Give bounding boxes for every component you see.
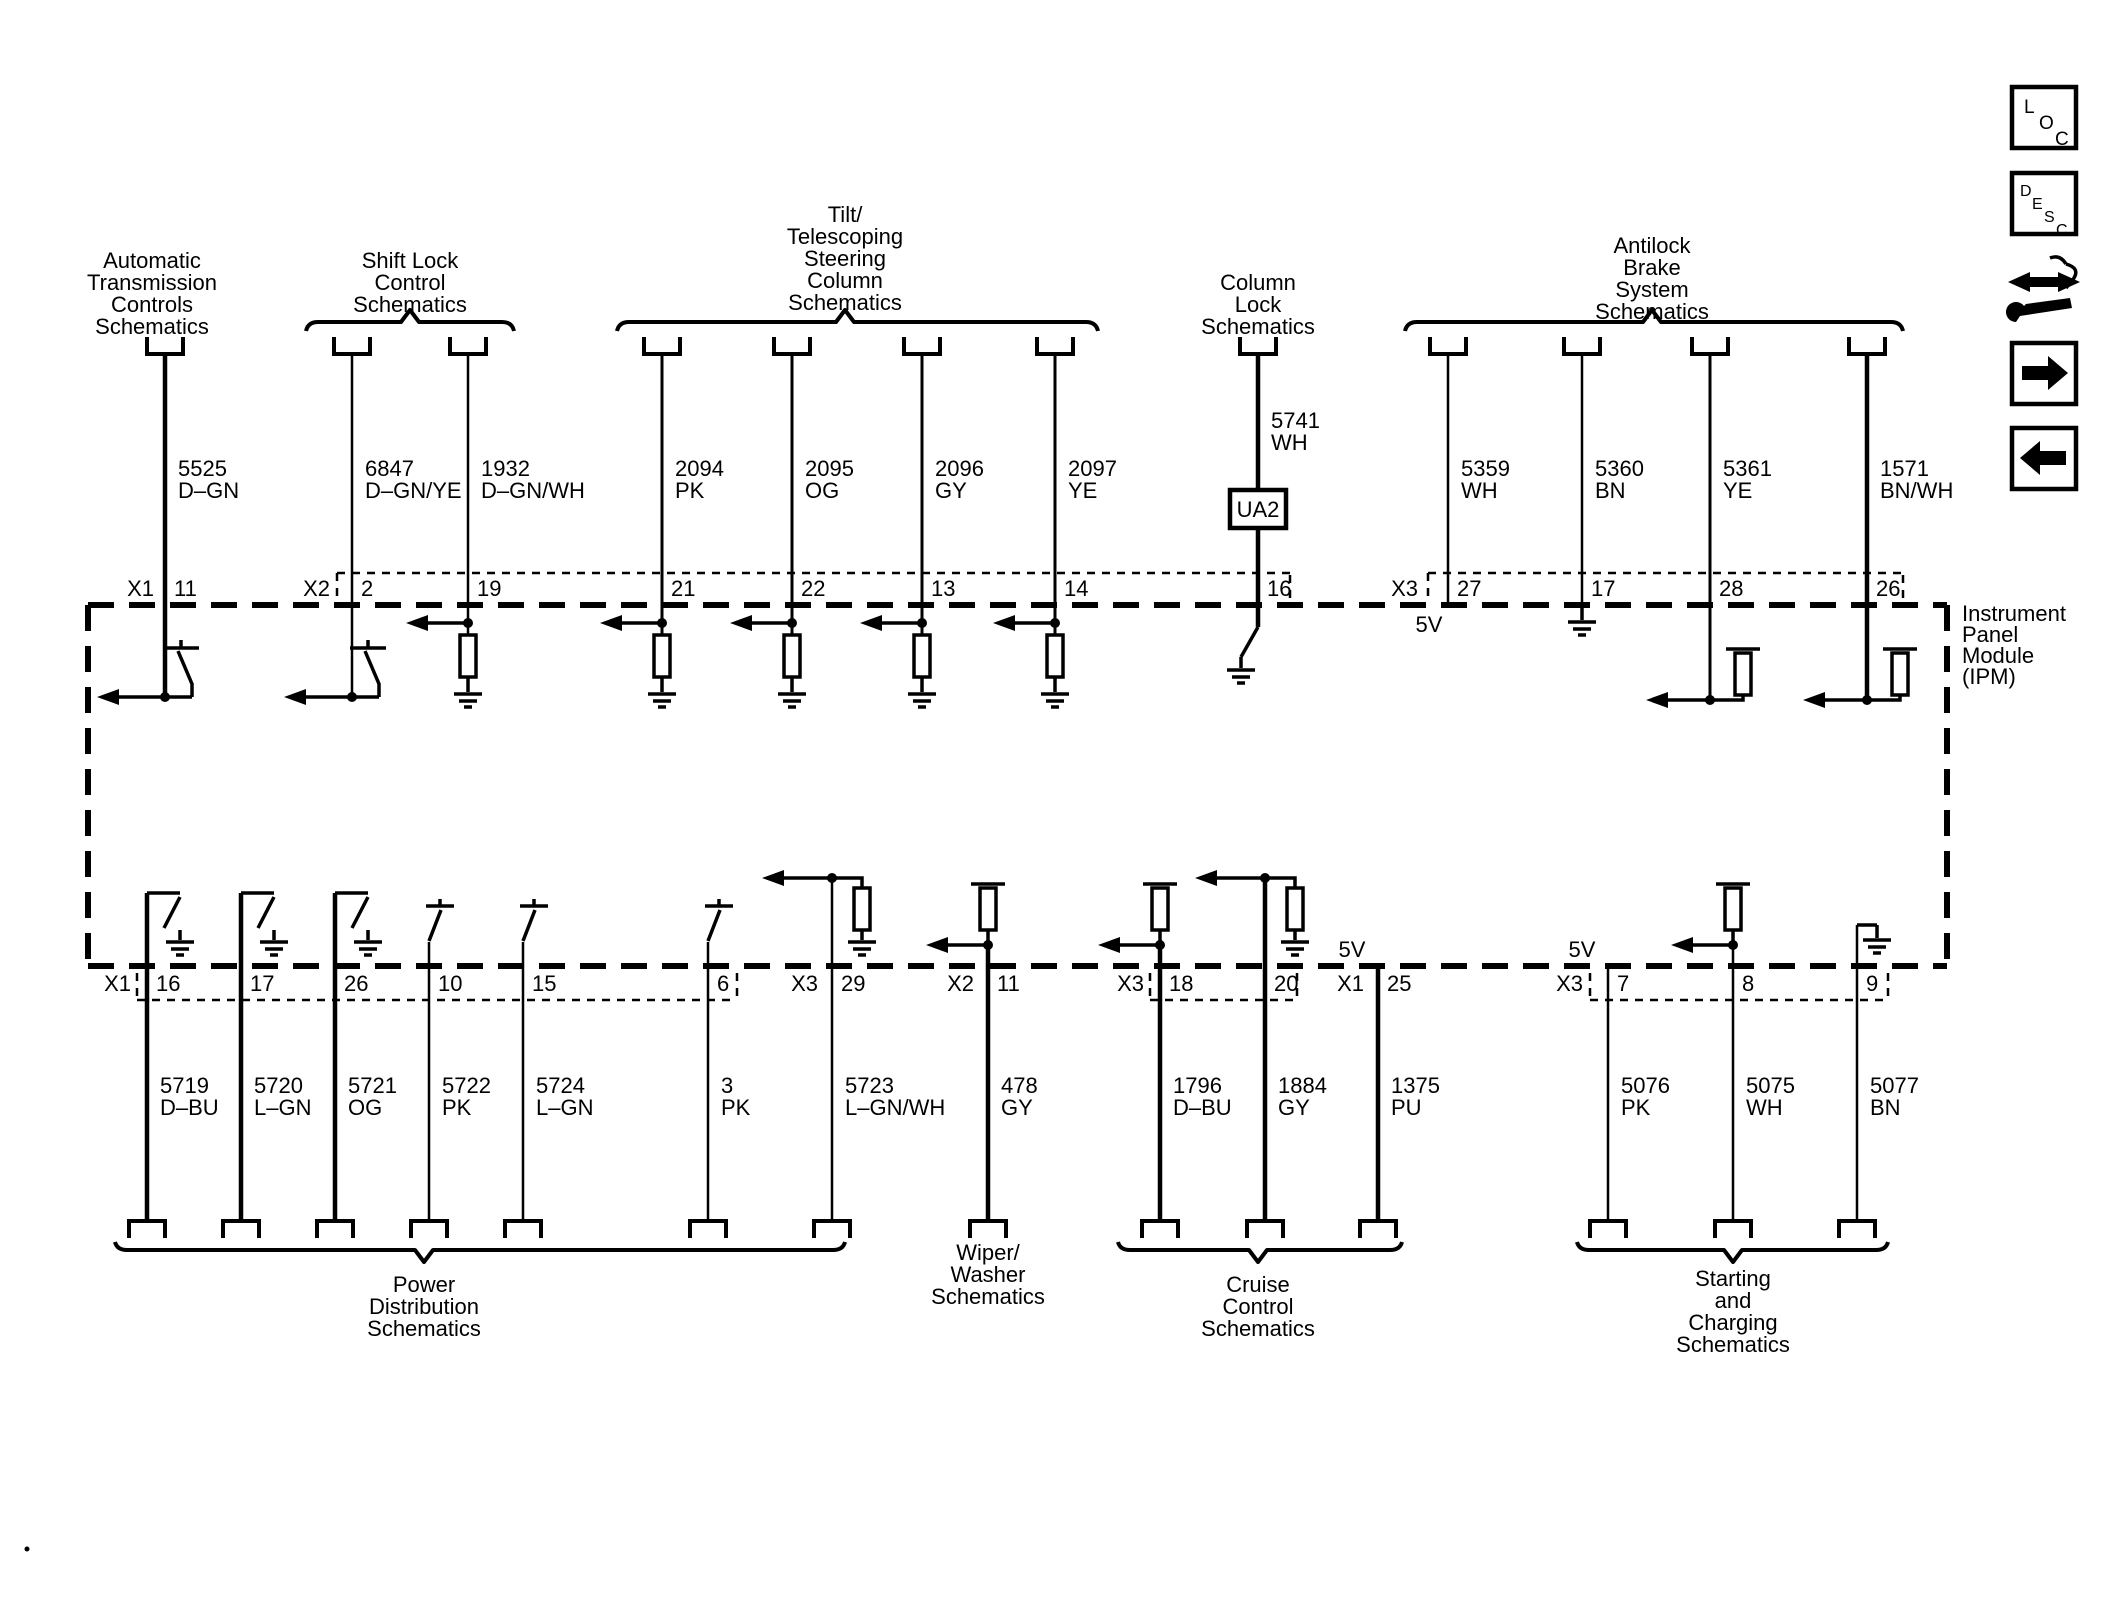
svg-text:Schematics: Schematics: [788, 290, 902, 315]
svg-text:Distribution: Distribution: [368, 1294, 480, 1319]
svg-text:D–BU: D–BU: [160, 1095, 219, 1120]
pullup-resistor-output-icon: [926, 884, 1005, 953]
group-label-tilt-telescoping[interactable]: [617, 202, 1098, 331]
connector-terminal: [147, 337, 183, 354]
switch-output-icon: [284, 640, 386, 705]
svg-text:2095: 2095: [805, 456, 854, 481]
ground-icon: [166, 942, 194, 955]
arrow-left-icon: [993, 615, 1015, 631]
pulldown-resistor-icon: [406, 615, 482, 707]
resistor-icon: [914, 635, 930, 677]
svg-text:Schematics: Schematics: [1201, 314, 1315, 339]
switch-to-ground-icon: [241, 893, 288, 955]
bottom-wire-13: [1671, 884, 1795, 1238]
svg-text:1884: 1884: [1278, 1073, 1327, 1098]
svg-text:5722: 5722: [442, 1073, 491, 1098]
svg-text:16: 16: [156, 971, 181, 996]
group-label-shift-lock[interactable]: [306, 248, 514, 331]
svg-text:Column: Column: [1220, 270, 1296, 295]
svg-text:PK: PK: [1621, 1095, 1651, 1120]
bottom-wire-7: [762, 870, 945, 1238]
bottom-wire-10: [1195, 870, 1327, 1238]
svg-text:6: 6: [717, 971, 730, 996]
svg-text:Tilt/: Tilt/: [827, 202, 863, 227]
pullup-resistor-icon: [1646, 649, 1760, 708]
svg-text:5723: 5723: [845, 1073, 894, 1098]
svg-text:18: 18: [1169, 971, 1194, 996]
svg-text:BN/WH: BN/WH: [1880, 478, 1954, 503]
svg-text:15: 15: [532, 971, 557, 996]
svg-text:1796: 1796: [1173, 1073, 1222, 1098]
top-wire-4: [600, 337, 724, 707]
svg-text:Module: Module: [1962, 643, 2035, 668]
resistor-icon: [654, 635, 670, 677]
svg-text:11: 11: [997, 971, 1020, 996]
group-label-wiper-washer[interactable]: [931, 1240, 1045, 1309]
resistor-icon: [1152, 888, 1168, 930]
svg-text:X3: X3: [1117, 971, 1144, 996]
group-label-starting-charging[interactable]: [1577, 1242, 1888, 1357]
svg-text:17: 17: [1591, 576, 1616, 601]
arrow-left-icon: [860, 615, 882, 631]
group-label-column-lock[interactable]: [1201, 270, 1315, 339]
top-wire-2: [284, 337, 462, 705]
connector-terminal: [129, 1221, 165, 1238]
svg-text:X3: X3: [1556, 971, 1583, 996]
supply-5v-label: 5V: [1568, 937, 1596, 962]
svg-text:19: 19: [477, 576, 502, 601]
svg-text:2096: 2096: [935, 456, 984, 481]
svg-text:Controls: Controls: [111, 292, 193, 317]
svg-text:Schematics: Schematics: [353, 292, 467, 317]
svg-text:Lock: Lock: [1234, 292, 1282, 317]
svg-text:(IPM): (IPM): [1962, 664, 2016, 689]
top-wire-12: [1803, 337, 1953, 708]
svg-text:X3: X3: [791, 971, 818, 996]
brace-power-distribution: [115, 1242, 845, 1262]
svg-text:2: 2: [361, 576, 374, 601]
svg-text:9: 9: [1866, 971, 1879, 996]
ground-icon: [778, 694, 806, 707]
pulldown-resistor-icon: [600, 615, 676, 707]
svg-text:Cruise: Cruise: [1226, 1272, 1290, 1297]
svg-text:OG: OG: [805, 478, 840, 503]
svg-text:10: 10: [438, 971, 463, 996]
switch-icon: [426, 899, 454, 941]
svg-text:2094: 2094: [675, 456, 724, 481]
svg-text:X2: X2: [947, 971, 974, 996]
svg-text:26: 26: [1876, 576, 1901, 601]
svg-text:Telescoping: Telescoping: [786, 224, 904, 249]
svg-text:WH: WH: [1271, 430, 1308, 455]
resistor-icon: [1047, 635, 1063, 677]
ground-termination-icon: [1568, 605, 1596, 635]
pullup-resistor-output-icon: [1671, 884, 1750, 953]
svg-text:PK: PK: [721, 1095, 751, 1120]
arrow-left-icon: [1803, 692, 1825, 708]
arrow-left-icon: [406, 615, 428, 631]
svg-text:D–GN/YE: D–GN/YE: [365, 478, 462, 503]
output-resistor-ground-icon: [1195, 870, 1309, 955]
pullup-resistor-output-icon: [1098, 884, 1177, 953]
tools-nav-icon[interactable]: [2006, 257, 2080, 322]
resistor-icon: [1735, 653, 1751, 695]
arrow-left-icon: [284, 689, 306, 705]
svg-text:5359: 5359: [1461, 456, 1510, 481]
resistor-icon: [854, 888, 870, 930]
supply-5v-label: 5V: [1338, 937, 1366, 962]
svg-text:YE: YE: [1723, 478, 1753, 503]
arrow-left-icon: [926, 937, 948, 953]
switch-output-icon: [97, 640, 199, 705]
svg-text:29: 29: [841, 971, 866, 996]
svg-text:WH: WH: [1461, 478, 1498, 503]
ground-icon: [1568, 622, 1596, 635]
arrow-left-icon: [600, 615, 622, 631]
svg-text:Schematics: Schematics: [931, 1284, 1045, 1309]
svg-text:5721: 5721: [348, 1073, 397, 1098]
svg-text:and: and: [1714, 1288, 1752, 1313]
arrow-left-icon: [1195, 870, 1217, 886]
svg-text:PU: PU: [1391, 1095, 1422, 1120]
ground-icon: [1863, 940, 1891, 953]
svg-text:OG: OG: [348, 1095, 383, 1120]
svg-text:5720: 5720: [254, 1073, 303, 1098]
svg-text:D–BU: D–BU: [1173, 1095, 1232, 1120]
svg-text:X1: X1: [1337, 971, 1364, 996]
svg-text:Starting: Starting: [1695, 1266, 1771, 1291]
top-wire-6: [860, 337, 984, 707]
svg-text:Steering: Steering: [804, 246, 886, 271]
group-label-power-distribution[interactable]: [115, 1242, 845, 1341]
bottom-wire-3: [317, 893, 397, 1238]
switch-icon: [520, 899, 548, 941]
svg-text:Schematics: Schematics: [1201, 1316, 1315, 1341]
svg-text:2097: 2097: [1068, 456, 1117, 481]
resistor-icon: [784, 635, 800, 677]
svg-text:UA2: UA2: [1236, 497, 1280, 522]
svg-text:L: L: [2024, 97, 2035, 118]
svg-text:BN: BN: [1595, 478, 1626, 503]
bottom-wire-8: [926, 884, 1038, 1238]
bottom-wire-5: [505, 899, 593, 1238]
svg-text:L–GN: L–GN: [254, 1095, 312, 1120]
svg-text:3: 3: [721, 1073, 734, 1098]
svg-text:X2: X2: [303, 576, 330, 601]
svg-text:GY: GY: [935, 478, 967, 503]
svg-text:PK: PK: [442, 1095, 472, 1120]
svg-text:D–GN/WH: D–GN/WH: [481, 478, 585, 503]
top-wire-1: [97, 337, 239, 705]
bottom-wire-1: [104, 893, 219, 1238]
top-wire-7: [993, 337, 1117, 707]
svg-text:5719: 5719: [160, 1073, 209, 1098]
switch-to-ground-icon: [147, 893, 194, 955]
svg-text:C: C: [2056, 222, 2068, 239]
svg-text:5075: 5075: [1746, 1073, 1795, 1098]
svg-text:14: 14: [1064, 576, 1089, 601]
supply-5v-label: 5V: [1415, 612, 1443, 637]
pulldown-resistor-icon: [860, 615, 936, 707]
desc-button[interactable]: [2012, 173, 2076, 239]
svg-text:Control: Control: [1222, 1294, 1294, 1319]
svg-text:1932: 1932: [481, 456, 530, 481]
svg-text:26: 26: [344, 971, 369, 996]
svg-text:Automatic: Automatic: [103, 248, 201, 273]
resistor-icon: [1287, 888, 1303, 930]
svg-text:Shift Lock: Shift Lock: [361, 248, 459, 273]
ground-icon: [648, 694, 676, 707]
loc-button[interactable]: [2012, 87, 2076, 150]
svg-text:27: 27: [1457, 576, 1482, 601]
svg-text:YE: YE: [1068, 478, 1098, 503]
ground-icon: [848, 942, 876, 955]
svg-text:Brake: Brake: [1623, 255, 1681, 280]
svg-text:5525: 5525: [178, 456, 227, 481]
top-wire-5: [730, 337, 854, 707]
bottom-wire-11: [1337, 937, 1440, 1238]
resistor-icon: [980, 888, 996, 930]
svg-text:Schematics: Schematics: [95, 314, 209, 339]
svg-text:Power: Power: [392, 1272, 456, 1297]
brace-shift-lock: [306, 310, 514, 331]
svg-text:Wiper/: Wiper/: [956, 1240, 1020, 1265]
svg-text:1375: 1375: [1391, 1073, 1440, 1098]
svg-text:21: 21: [671, 576, 696, 601]
ground-icon: [908, 694, 936, 707]
svg-text:Charging: Charging: [1688, 1310, 1778, 1335]
svg-text:GY: GY: [1278, 1095, 1310, 1120]
svg-text:5741: 5741: [1271, 408, 1320, 433]
group-label-abs[interactable]: [1405, 233, 1903, 331]
svg-text:GY: GY: [1001, 1095, 1033, 1120]
svg-text:8: 8: [1742, 971, 1755, 996]
svg-text:5360: 5360: [1595, 456, 1644, 481]
svg-text:5076: 5076: [1621, 1073, 1670, 1098]
svg-text:Column: Column: [807, 268, 883, 293]
switch-icon: [705, 899, 733, 941]
svg-text:Washer: Washer: [950, 1262, 1026, 1287]
svg-text:D: D: [2020, 183, 2032, 200]
svg-text:X1: X1: [127, 576, 154, 601]
svg-text:478: 478: [1001, 1073, 1038, 1098]
svg-text:S: S: [2044, 209, 2055, 226]
svg-text:BN: BN: [1870, 1095, 1901, 1120]
brace-cruise-control: [1118, 1242, 1402, 1262]
switch-to-ground-icon: [1227, 627, 1258, 683]
group-label-cruise-control[interactable]: [1118, 1242, 1402, 1341]
switch-to-ground-icon: [335, 893, 382, 955]
svg-text:Control: Control: [374, 270, 446, 295]
svg-text:20: 20: [1274, 971, 1299, 996]
svg-text:5724: 5724: [536, 1073, 585, 1098]
ground-icon: [260, 942, 288, 955]
svg-text:13: 13: [931, 576, 956, 601]
svg-text:17: 17: [250, 971, 275, 996]
resistor-icon: [1892, 653, 1908, 695]
resistor-icon: [460, 635, 476, 677]
arrow-left-icon: [1646, 692, 1668, 708]
svg-text:28: 28: [1719, 576, 1744, 601]
top-wire-10: [1564, 337, 1644, 635]
svg-text:5361: 5361: [1723, 456, 1772, 481]
bottom-wire-9: [1098, 884, 1232, 1238]
top-wire-11: [1646, 337, 1772, 708]
svg-text:L–GN/WH: L–GN/WH: [845, 1095, 946, 1120]
svg-text:D–GN: D–GN: [178, 478, 240, 503]
svg-text:System: System: [1615, 277, 1689, 302]
svg-text:Antilock: Antilock: [1613, 233, 1691, 258]
bottom-wire-6: [690, 899, 751, 1238]
svg-text:X1: X1: [104, 971, 131, 996]
svg-text:7: 7: [1617, 971, 1630, 996]
brace-starting-charging: [1577, 1242, 1888, 1262]
ground-termination-icon: [1857, 925, 1891, 953]
inline-connector-ua2[interactable]: [1230, 490, 1286, 528]
bottom-wire-2: [223, 893, 311, 1238]
top-wire-9: [1391, 337, 1510, 637]
top-wire-3: [406, 337, 585, 707]
svg-text:6847: 6847: [365, 456, 414, 481]
svg-text:Instrument: Instrument: [1962, 601, 2066, 626]
ground-icon: [354, 942, 382, 955]
svg-text:Schematics: Schematics: [1595, 299, 1709, 324]
svg-text:Panel: Panel: [1962, 622, 2019, 647]
svg-text:Schematics: Schematics: [1676, 1332, 1790, 1357]
forward-button[interactable]: [2012, 343, 2076, 404]
arrow-left-icon: [1098, 937, 1120, 953]
group-label-automatic-transmission[interactable]: [87, 248, 217, 339]
ground-icon: [1041, 694, 1069, 707]
svg-text:1571: 1571: [1880, 456, 1929, 481]
resistor-icon: [1725, 888, 1741, 930]
pulldown-resistor-icon: [993, 615, 1069, 707]
svg-text:5077: 5077: [1870, 1073, 1919, 1098]
svg-text:11: 11: [174, 576, 197, 601]
ipm-module-label: [1962, 601, 2066, 689]
svg-text:C: C: [2055, 129, 2069, 150]
svg-text:E: E: [2032, 196, 2043, 213]
page-mark: [25, 1547, 30, 1552]
output-resistor-ground-icon: [762, 870, 876, 955]
svg-text:L–GN: L–GN: [536, 1095, 594, 1120]
svg-text:WH: WH: [1746, 1095, 1783, 1120]
bottom-wire-14: [1839, 925, 1919, 1238]
bottom-wire-4: [411, 899, 491, 1238]
back-button[interactable]: [2012, 428, 2076, 489]
svg-text:O: O: [2039, 113, 2054, 134]
svg-text:16: 16: [1267, 576, 1292, 601]
svg-text:Schematics: Schematics: [367, 1316, 481, 1341]
arrow-left-icon: [730, 615, 752, 631]
arrow-left-icon: [97, 689, 119, 705]
ground-icon: [1227, 670, 1255, 683]
pullup-resistor-icon: [1803, 649, 1917, 708]
svg-text:Transmission: Transmission: [87, 270, 217, 295]
pulldown-resistor-icon: [730, 615, 806, 707]
svg-text:25: 25: [1387, 971, 1412, 996]
bottom-wire-12: [1556, 937, 1670, 1238]
ground-icon: [454, 694, 482, 707]
svg-text:22: 22: [801, 576, 826, 601]
ground-icon: [1281, 942, 1309, 955]
top-wire-8: [1227, 337, 1320, 683]
arrow-left-icon: [762, 870, 784, 886]
arrow-left-icon: [1671, 937, 1693, 953]
svg-text:PK: PK: [675, 478, 705, 503]
svg-text:X3: X3: [1391, 576, 1418, 601]
